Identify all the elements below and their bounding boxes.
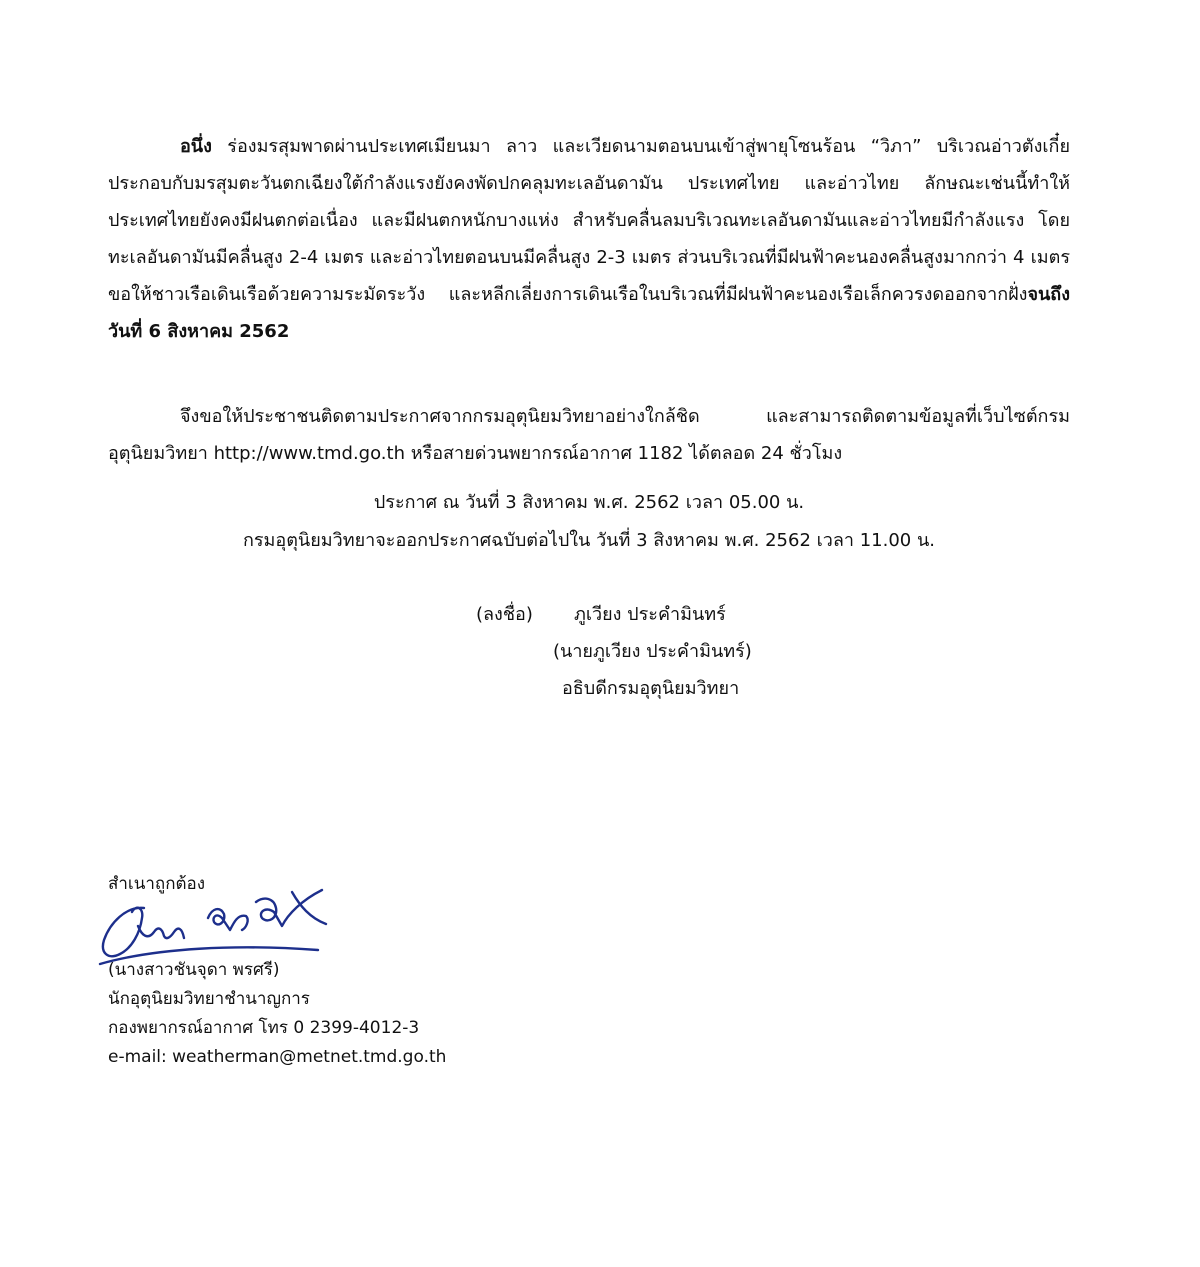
signature-stroke xyxy=(208,909,248,930)
certifier-name: (นางสาวชันจุดา พรศรี) xyxy=(108,960,280,980)
paragraph-until-date: จนถึงวันที่ 6 สิงหาคม 2562 xyxy=(108,284,1070,342)
signature-stroke xyxy=(256,890,322,926)
signatory-title: อธิบดีกรมอุตุนิยมวิทยา xyxy=(562,678,740,699)
signature-stroke xyxy=(138,926,184,938)
signature-stroke xyxy=(103,908,144,956)
paragraph-weather-warning xyxy=(108,128,1070,350)
next-issue-line: กรมอุตุนิยมวิทยาจะออกประกาศฉบับต่อไปใน วันที่ 3 สิงหาคม พ.ศ. 2562 เวลา 11.00 น. xyxy=(242,530,936,551)
certified-copy-label: สำเนาถูกต้อง xyxy=(108,874,206,894)
sign-label: (ลงชื่อ) xyxy=(476,604,533,625)
paragraph-body: ร่องมรสุมพาดผ่านประเทศเมียนมา ลาว และเวียดนามตอนบนเข้าสู่พายุโซนร้อน “วิภา” บริเวณอ่าวตังเกี๋ย ประกอบกับมรสุมตะวันตกเฉียงใต้กำลังแรงยังคงพัดปกคลุมทะเลอันดามัน ประเทศไทย และอ่าวไทย ลักษณะเช่นนี้ทำให้ประเทศไทยยังคงมีฝนตกต่อเนื่อง และมีฝนตกหนักบางแห่ง สำหรับคลื่นลมบริเวณทะเลอันดามันและอ่าวไทยมีกำลังแรง โดยทะเลอันดามันมีคลื่นสูง 2-4 เมตร และอ่าวไทยตอนบนมีคลื่นสูง 2-3 เมตร ส่วนบริเวณที่มีฝนฟ้าคะนองคลื่นสูงมากกว่า 4 เมตร ขอให้ชาวเรือเดินเรือด้วยความระมัดระวัง และหลีกเลี่ยงการเดินเรือในบริเวณที่มีฝนฟ้าคะนองเรือเล็กควรงดออกจากฝั่ง xyxy=(108,136,1070,305)
paragraph-advice-text: จึงขอให้ประชาชนติดตามประกาศจากกรมอุตุนิยมวิทยาอย่างใกล้ชิด และสามารถติดตามข้อมูลที่เว็บไซต์กรมอุตุนิยมวิทยา http://www.tmd.go.th หรือสายด่วนพยากรณ์อากาศ 1182 ได้ตลอด 24 ชั่วโมง xyxy=(108,406,1070,464)
signatory-full-name: (นายภูเวียง ประคำมินทร์) xyxy=(553,641,752,662)
certifier-position: นักอุตุนิยมวิทยาชำนาญการ xyxy=(108,989,310,1009)
certifier-division-phone: กองพยากรณ์อากาศ โทร 0 2399-4012-3 xyxy=(108,1018,420,1038)
issued-date-line: ประกาศ ณ วันที่ 3 สิงหาคม พ.ศ. 2562 เวลา 05.00 น. xyxy=(373,492,805,513)
signatory-name: ภูเวียง ประคำมินทร์ xyxy=(574,604,726,625)
certifier-email: e-mail: weatherman@metnet.tmd.go.th xyxy=(108,1047,447,1067)
paragraph-public-advice xyxy=(108,398,1070,472)
paragraph-lead: อนึ่ง xyxy=(180,136,212,157)
